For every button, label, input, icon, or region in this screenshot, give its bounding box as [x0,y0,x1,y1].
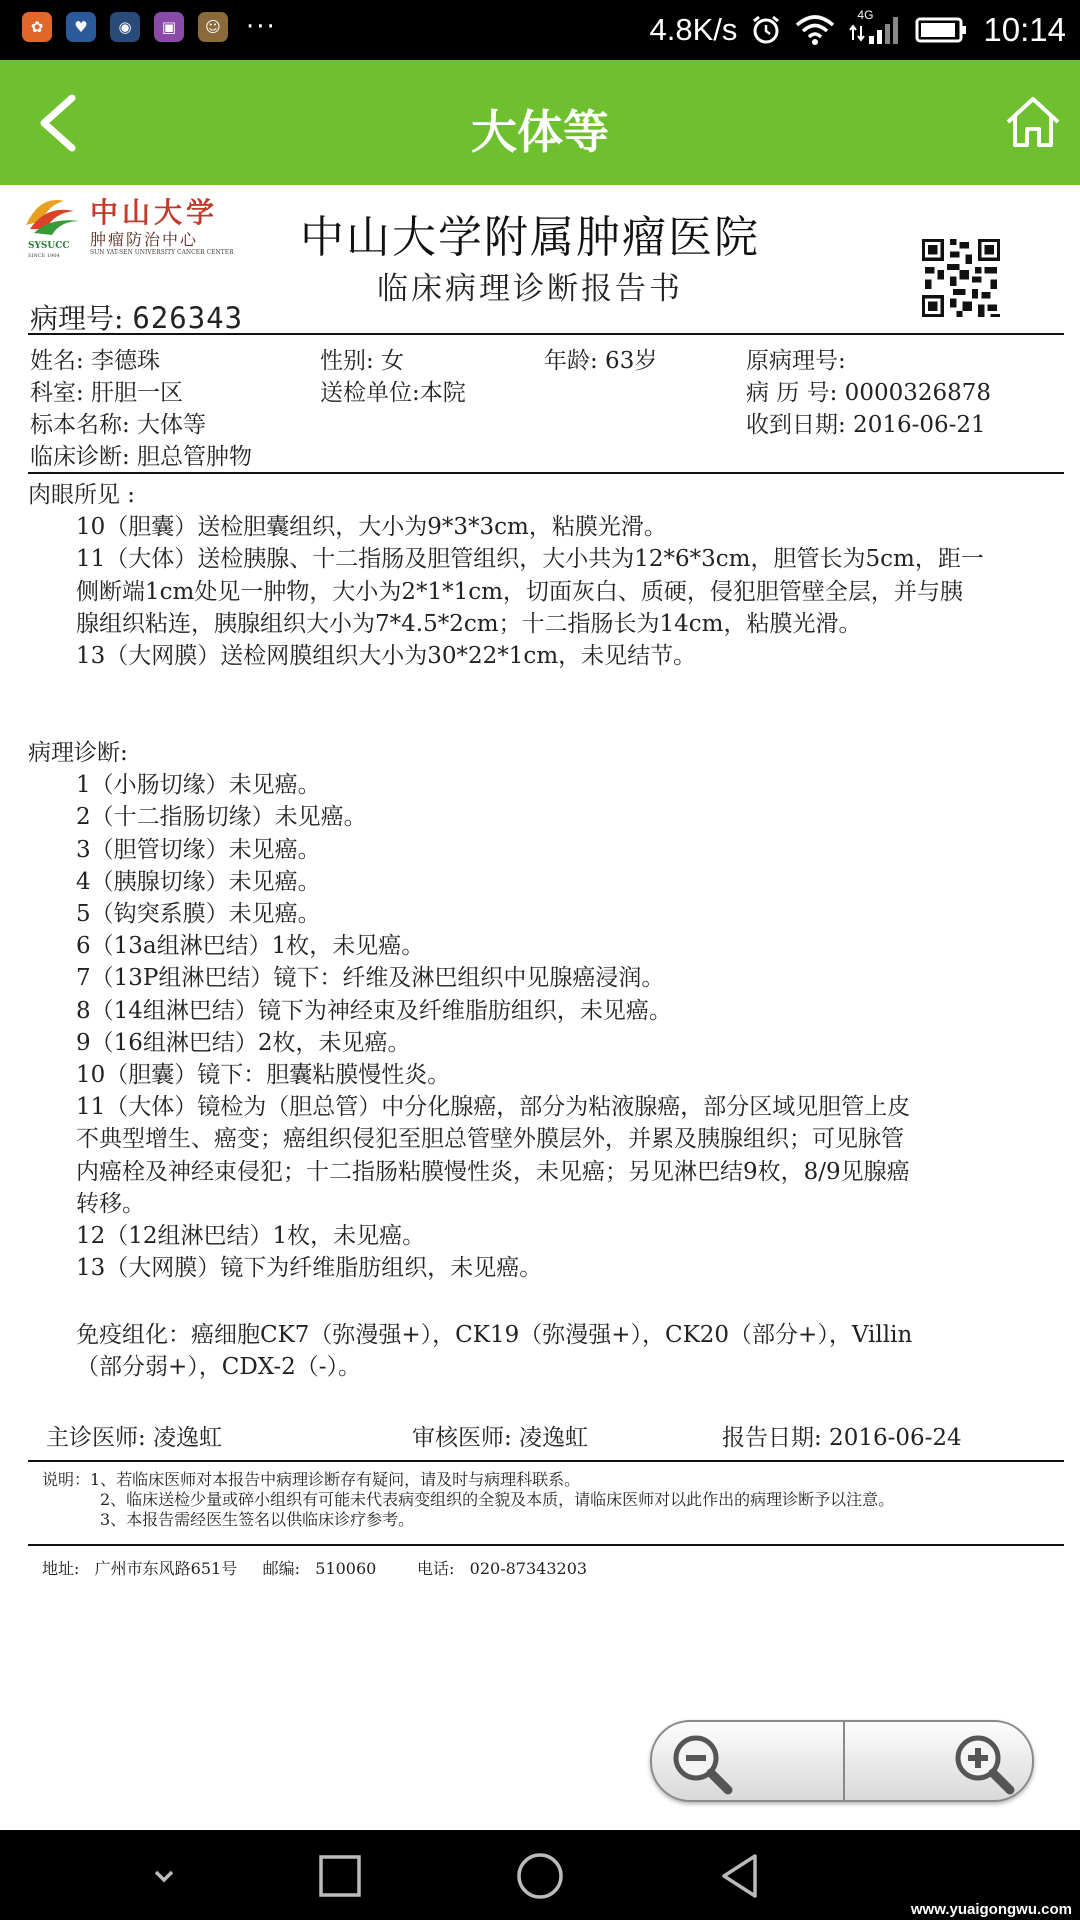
medical-record-number: 病 历 号: 0000326878 [746,380,992,406]
health-app-icon: ♥ [66,12,96,42]
title-bar [0,60,1080,185]
hospital-address: 地址: 广州市东风路651号 邮编: 510060 电话: 020-87343203 [42,1559,588,1578]
avatar-app-icon: ☺ [198,12,228,42]
navigation-bar [0,1830,1080,1920]
home-nav-button[interactable] [512,1848,568,1904]
gross-line: 11（大体）送检胰腺、十二指肠及胆管组织，大小共为12*6*3cm，胆管长为5cm，距一 [76,546,984,573]
hide-keyboard-button[interactable] [136,1848,192,1904]
chevron-down-icon [156,1872,172,1880]
note-line: 2、临床送检少量或碎小组织有可能未代表病变组织的全貌及本质，请临床医师对以此作出的病理诊断予以注意。 [100,1490,895,1509]
zoom-in-button[interactable] [948,1728,1018,1798]
diagnosis-line: 3（胆管切缘）未见癌。 [76,836,321,863]
patient-sex: 性别: 女 [320,348,405,374]
network-type: 4G [857,8,874,22]
recents-button[interactable] [312,1848,368,1904]
gross-line: 腺组织粘连，胰腺组织大小为7*4.5*2cm；十二指肠长为14cm，粘膜光滑。 [76,610,862,637]
home-icon [1008,99,1058,145]
zoom-divider [843,1722,845,1802]
watermark: www.yuaigongwu.com [910,1901,1072,1918]
triangle-back-icon [724,1856,755,1896]
zoom-out-icon [676,1738,728,1790]
hospital-name: 中山大学附属肿瘤医院 [300,212,760,263]
pathology-number-value: 626343 [132,301,244,335]
report-subtitle: 临床病理诊断报告书 [377,271,683,307]
zoom-out-button[interactable] [666,1728,736,1798]
divider [28,1460,1064,1462]
diagnosis-line: 13（大网膜）镜下为纤维脂肪组织，未见癌。 [76,1255,543,1282]
sending-unit: 送检单位:本院 [320,380,466,406]
diagnosis-line: 1（小肠切缘）未见癌。 [76,772,321,799]
diagnosis-line: 5（钩突系膜）未见癌。 [76,901,321,928]
logo-english-name: SUN YAT-SEN UNIVERSITY CANCER CENTER [90,249,234,256]
diagnosis-line: 内癌栓及神经束侵犯；十二指肠粘膜慢性炎，未见癌；另见淋巴结9枚，8/9见腺癌 [76,1158,910,1185]
home-button[interactable] [1004,94,1062,150]
diagnosis-line: 转移。 [76,1190,145,1217]
hospital-logo [18,189,234,263]
alarm-icon [751,15,781,45]
diagnosis-line: 4（胰腺切缘）未见癌。 [76,868,321,895]
patient-age: 年龄: 63岁 [544,348,658,374]
diagnosis-line: 9（16组淋巴结）2枚，未见癌。 [76,1029,411,1056]
diagnosis-line: 7（13P组淋巴结）镜下：纤维及淋巴组织中见腺癌浸润。 [76,965,665,992]
divider [28,1544,1064,1546]
divider [28,472,1064,474]
gross-line: 10（胆囊）送检胆囊组织，大小为9*3*3cm，粘膜光滑。 [76,514,667,541]
signal-icon [849,8,901,46]
received-date: 收到日期: 2016-06-21 [746,412,986,438]
original-pathology-number: 原病理号: [746,348,846,374]
logo-abbreviation: SYSUCC [28,241,70,251]
diagnosis-line: 11（大体）镜检为（胆总管）中分化腺癌，部分为粘液腺癌，部分区域见胆管上皮 [76,1094,911,1121]
gallery-app-icon: ▣ [154,12,184,42]
diagnosis-line: 6（13a组淋巴结）1枚，未见癌。 [76,933,425,960]
ihc-line: 免疫组化：癌细胞CK7（弥漫强+），CK19（弥漫强+），CK20（部分+），Villin [76,1322,913,1348]
diagnosis-line: 不典型增生、癌变；癌组织侵犯至胆总管壁外膜层外，并累及胰腺组织；可见脉管 [76,1126,904,1153]
squirrel-app-icon: ✿ [22,12,52,42]
logo-since: SINCE 1964 [28,253,60,259]
pathology-number-label: 病理号: [30,302,124,335]
gross-findings [28,479,1058,672]
immunohistochemistry [28,1319,1058,1383]
zoom-in-icon [958,1738,1010,1790]
logo-emblem-icon [20,191,86,241]
clinical-diagnosis: 临床诊断: 胆总管肿物 [30,444,253,470]
divider [28,333,1064,335]
square-icon [321,1857,359,1895]
notification-icons [22,12,277,42]
status-indicators [650,6,1066,54]
net-speed: 4.8K/s [649,12,738,47]
report-notes [42,1470,1062,1530]
page-title: 大体等 [471,105,609,159]
diagnosis-line: 12（12组淋巴结）1枚，未见癌。 [76,1223,426,1250]
wifi-icon [795,15,835,45]
qr-code [922,239,1000,317]
browser-app-icon: ◉ [110,12,140,42]
report-date: 报告日期: 2016-06-24 [722,1425,962,1451]
gross-line: 13（大网膜）送检网膜组织大小为30*22*1cm，未见结节。 [76,643,697,670]
diagnosis-title: 病理诊断: [28,740,128,766]
gross-line: 侧断端1cm处见一肿物，大小为2*1*1cm，切面灰白、质硬，侵犯胆管壁全层，并与胰 [76,578,963,605]
department: 科室: 肝胆一区 [30,380,184,406]
chief-doctor: 主诊医师: 凌逸虹 [46,1425,223,1451]
patient-name: 姓名: 李德珠 [30,348,161,374]
logo-subtitle: 肿瘤防治中心 [90,230,199,249]
note-line: 3、本报告需经医生签名以供临床诊疗参考。 [100,1510,415,1529]
logo-name: 中山大学 [90,196,219,229]
zoom-controls [650,1720,1034,1802]
pathology-diagnosis [28,737,1058,1284]
specimen-name: 标本名称: 大体等 [30,412,207,438]
back-nav-button[interactable] [712,1848,768,1904]
diagnosis-line: 2（十二指肠切缘）未见癌。 [76,804,367,831]
gross-findings-title: 肉眼所见 : [28,482,136,508]
battery-icon [915,15,969,45]
reviewing-doctor: 审核医师: 凌逸虹 [412,1425,589,1451]
clock: 10:14 [983,11,1066,48]
ihc-line: （部分弱+），CDX-2（-）。 [76,1354,362,1381]
more-notifications-icon: ··· [246,12,277,42]
pathology-report [0,185,1080,1830]
diagnosis-line: 10（胆囊）镜下：胆囊粘膜慢性炎。 [76,1062,451,1089]
status-bar [0,0,1080,60]
circle-icon [519,1855,561,1897]
note-line: 说明：1、若临床医师对本报告中病理诊断存有疑问，请及时与病理科联系。 [42,1470,581,1489]
diagnosis-line: 8（14组淋巴结）镜下为神经束及纤维脂肪组织，未见癌。 [76,997,672,1024]
pathology-number [30,297,243,337]
